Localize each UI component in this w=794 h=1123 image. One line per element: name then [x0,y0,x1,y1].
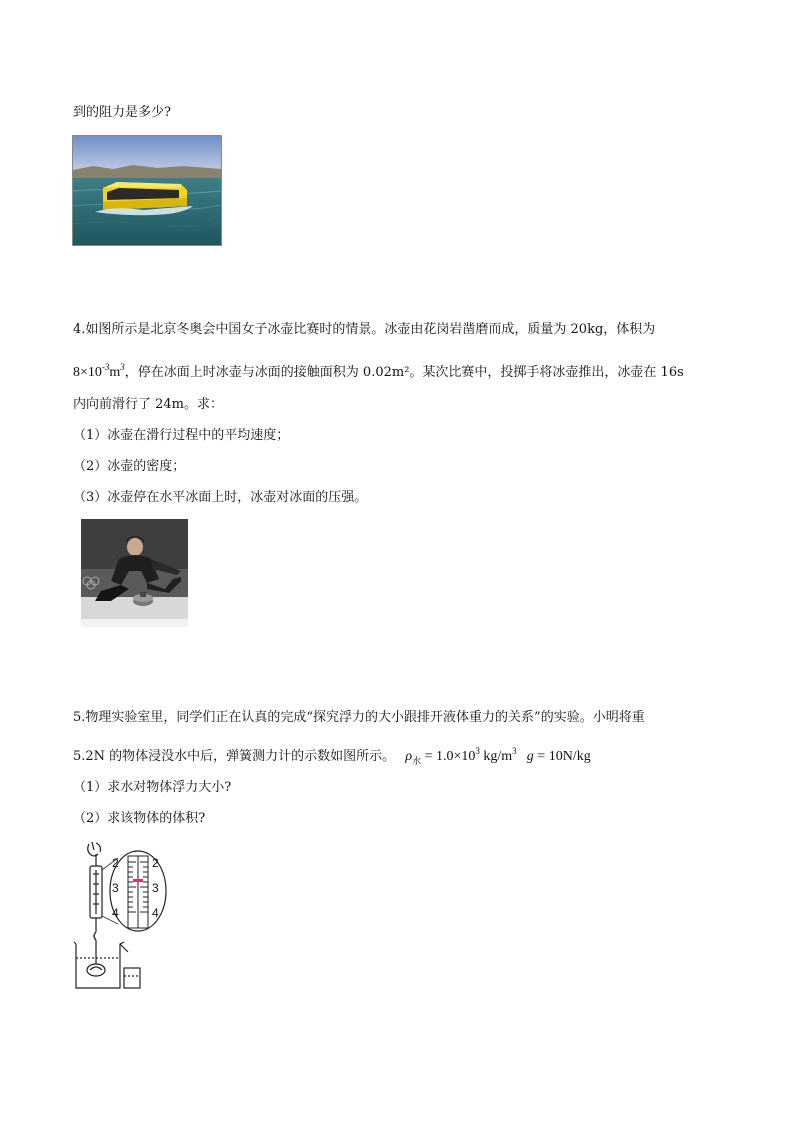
volume-unit-exponent: 3 [120,362,125,372]
q5-item-1: （1）求水对物体浮力大小? [73,780,232,795]
amphibious-bus-image [72,135,222,246]
scale-label-right-2: 2 [152,856,159,870]
q4-stem-line2-text: ，停在冰面上时冰壶与冰面的接触面积为 0.02m²。某次比赛中，投掷手将冰壶推出，冰壶在 16s [124,365,684,380]
volume-unit: m [109,365,121,380]
rho-unit: kg/m [479,749,513,764]
scale-label-right-4: 4 [152,906,159,920]
q5-stem-line2 [73,742,591,770]
q5-stem-line2-text: 5.2N 的物体浸没水中后，弹簧测力计的示数如图所示。 [73,749,396,764]
q4-stem-line1: 4.如图所示是北京冬奥会中国女子冰壶比赛时的情景。冰壶由花岗岩凿磨而成，质量为 20kg，体积为 [73,322,656,337]
curling-player-image [81,519,188,627]
q4-item-1: （1）冰壶在滑行过程中的平均速度； [73,428,290,443]
scale-label-right-3: 3 [152,881,159,895]
water-density-formula [405,746,517,766]
rho-exponent: 3 [475,746,480,756]
q4-volume-expression [73,362,125,380]
volume-exponent: -3 [101,362,110,372]
q5-item-2: （2）求该物体的体积? [73,811,206,826]
q4-stem-line2 [73,358,684,382]
q3-tail-text: 到的阻力是多少? [73,105,171,120]
rho-value: = 1.0×10 [421,749,476,764]
volume-base: 10 [87,365,102,380]
rho-symbol: ρ [405,749,413,764]
g-symbol: g [526,749,534,764]
g-value: = 10N/kg [533,749,591,764]
spring-scale-diagram [72,840,172,992]
gravity-formula [527,749,591,764]
q4-stem-line3: 内向前滑行了 24m。求： [73,397,224,412]
rho-subscript: 水 [412,755,422,766]
scale-pointer-mark [133,879,143,882]
scale-label-left-2: 2 [112,856,119,870]
volume-mantissa: 8 [73,365,80,380]
scale-label-left-3: 3 [112,881,119,895]
q5-stem-line1: 5.物理实验室里，同学们正在认真的完成“探究浮力的大小跟排开液体重力的关系”的实验。小明将重 [73,710,645,725]
scale-label-left-4: 4 [112,906,119,920]
rho-unit-exponent: 3 [512,746,517,756]
q4-item-2: （2）冰壶的密度； [73,459,186,474]
times-sign: × [80,365,88,380]
q4-item-3: （3）冰壶停在水平冰面上时，冰壶对冰面的压强。 [73,490,368,505]
